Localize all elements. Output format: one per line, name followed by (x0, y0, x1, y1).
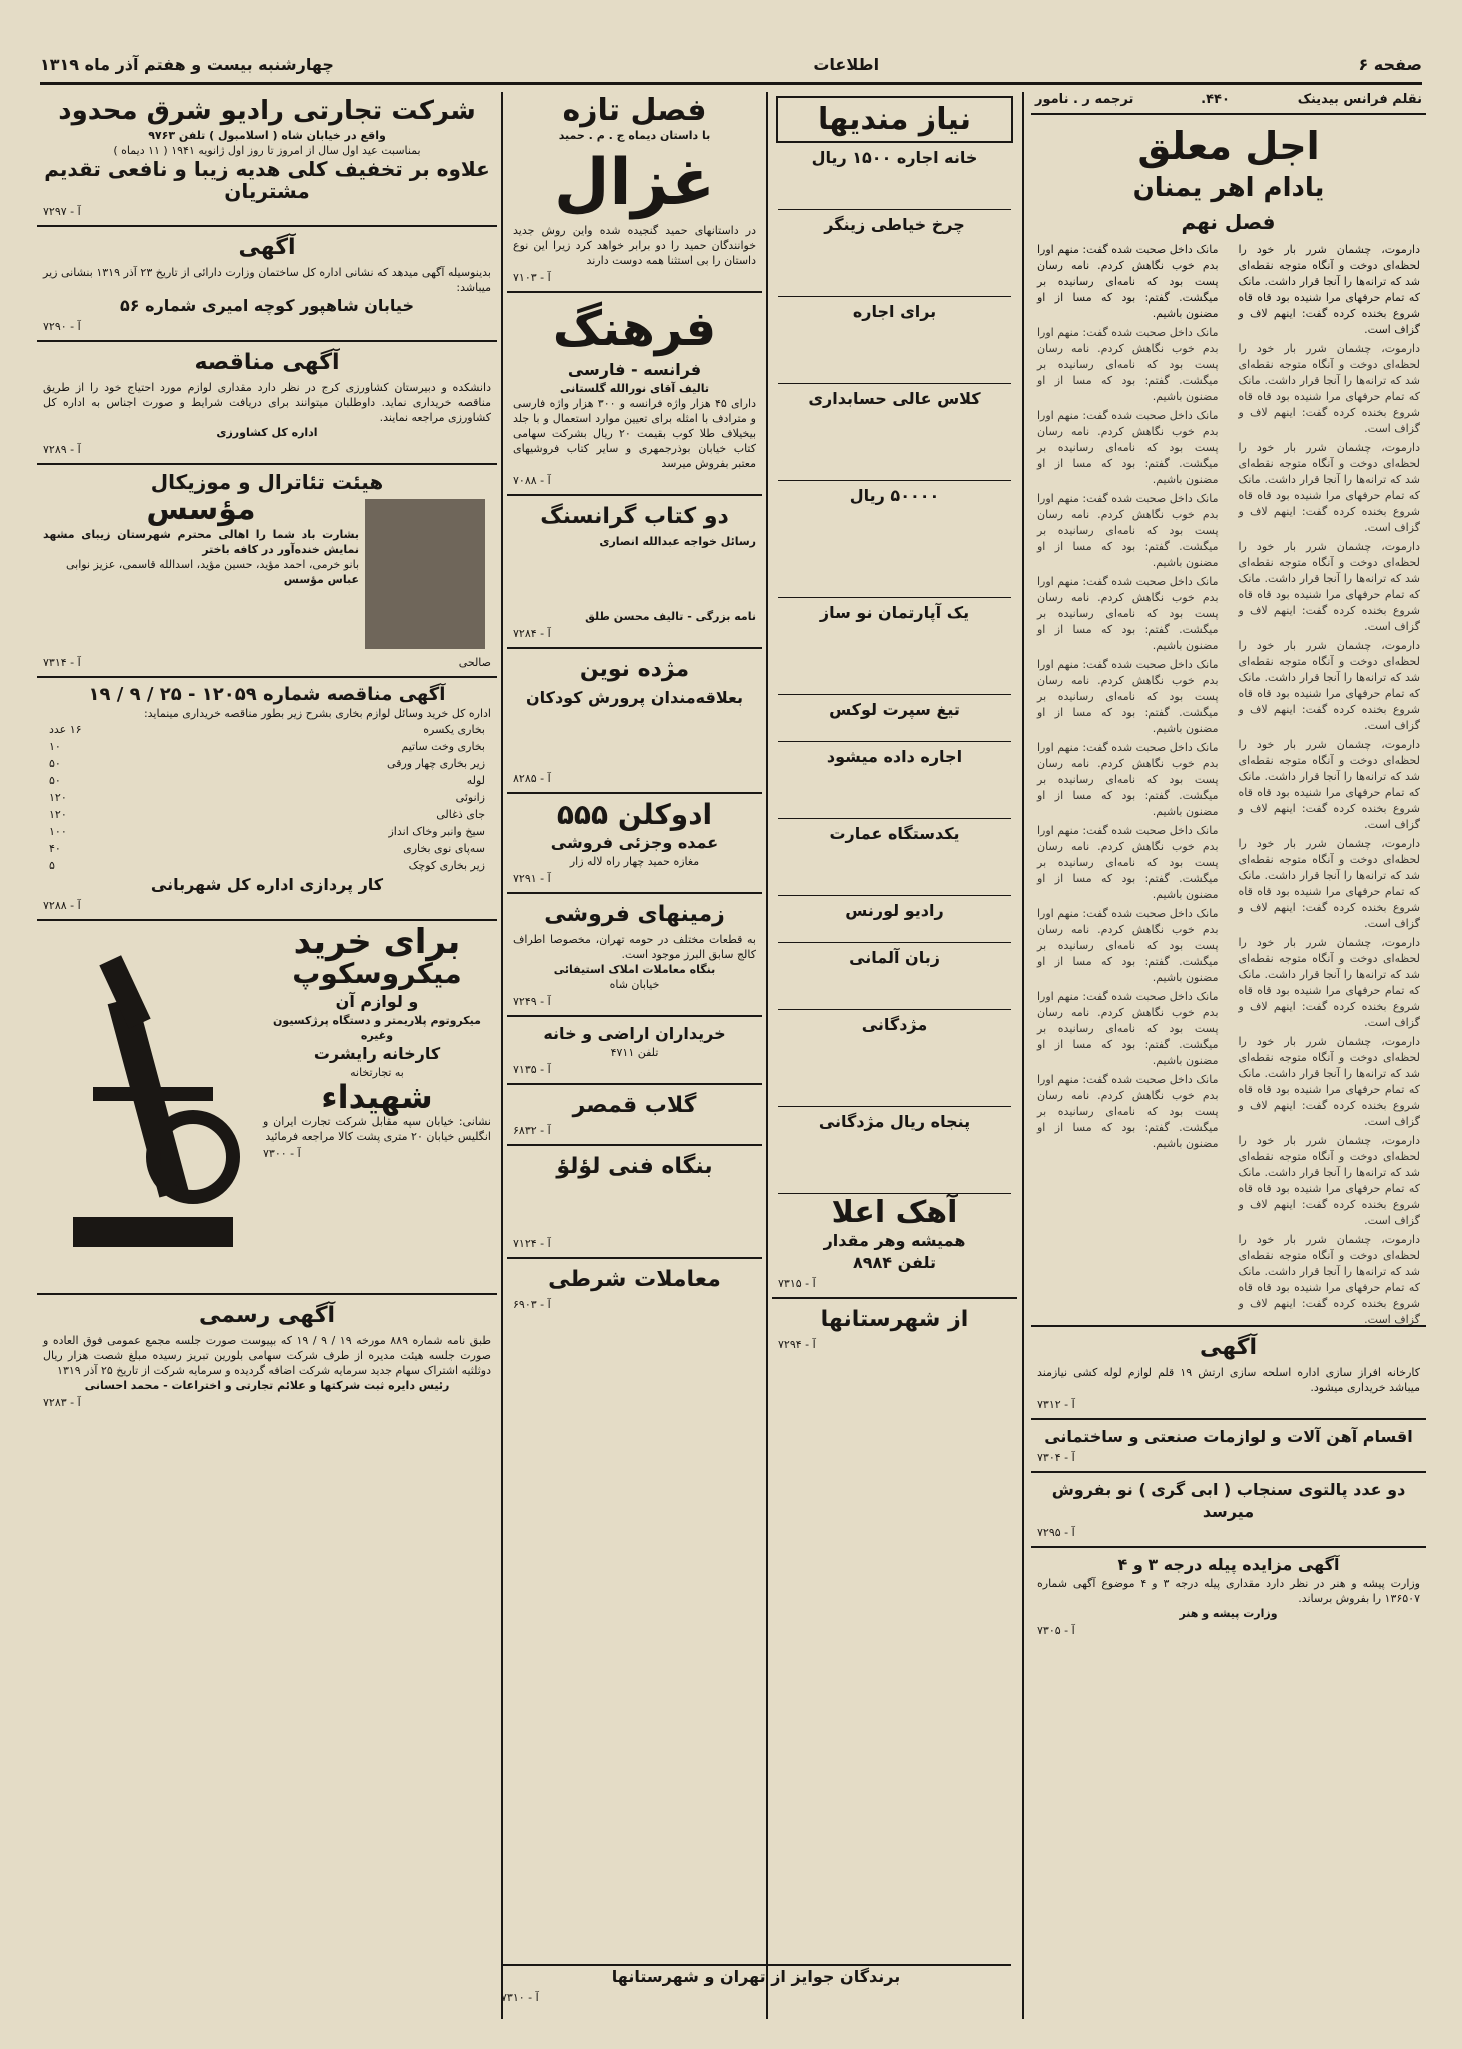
classified-title: یکدستگاه عمارت (829, 824, 960, 843)
ads-column (37, 92, 497, 2019)
ad-title: فصل تازه (562, 93, 707, 128)
story-paragraph: مانک داخل صحبت شده گفت: منهم اورا بدم خوب نگاهش کردم. نامه رسان پست بود که نامه‌ای رسانیده بر میگشت. گفتم: بود که مسا از او مضنون باشیم. (1037, 409, 1219, 486)
ad-address: نشانی: خیابان سپه مقابل شرکت تجارت ایران و انگلیس خیابان ۲۰ متری پشت کالا مراجعه فرمائید (263, 1115, 491, 1143)
ad-body: به قطعات مختلف در حومه تهران، مخصوصا اطراف کالج سابق البرز موجود است. (513, 933, 756, 961)
story-subtitle: یادام اهر یمنان (1132, 173, 1325, 203)
ad-code: آ - ۷۲۹۷ (43, 205, 81, 218)
ad-code: آ - ۶۸۳۲ (513, 1124, 551, 1137)
ad-code: آ - ۷۳۰۴ (1037, 1451, 1075, 1464)
tender-ad (43, 348, 491, 457)
story-chapter: فصل نهم (1181, 210, 1276, 234)
ad-author: تالیف آقای نورالله گلستانی (559, 382, 710, 395)
culture-column (507, 92, 762, 2019)
ad-occasion: بمناسبت عید اول سال از امروز تا روز اول ژانویه ۱۹۴۱ ( ۱۱ دیماه ) (113, 144, 421, 157)
ad-code: آ - ۷۲۴۹ (513, 995, 551, 1008)
list-item: زانوئی ۱۲۰ (49, 791, 485, 804)
classified-item (778, 947, 1011, 1010)
story-paragraph: مانک داخل صحبت شده گفت: منهم اورا بدم خوب نگاهش کردم. نامه رسان پست بود که نامه‌ای رسانیده بر میگشت. گفتم: بود که مسا از او مضنون باشیم. (1037, 907, 1219, 984)
winners-ad (501, 1964, 1011, 2005)
ad-title: دو کتاب گرانسنگ (540, 504, 729, 529)
ad-byline: با داستان دیماه ج . م . حمید (558, 129, 711, 142)
ad-title: آگهی (1199, 1335, 1258, 1360)
paper-name: اطلاعات (813, 54, 880, 74)
ad-address: واقع در خیابان شاه ( اسلامبول ) تلفن ۹۷۶۳ (148, 129, 386, 142)
ad-address: خیابان شاهپور کوچه امیری شماره ۵۶ (120, 296, 414, 315)
classified-title: برای اجاره (852, 302, 937, 321)
ad-sub: همیشه وهر مقدار (823, 1231, 966, 1250)
story-paragraph: دارموت، چشمان شرر بار خود را لحظه‌ای دوخت و آنگاه متوجه نقطه‌ای شد که ترانه‌ها را آنجا قرار داشت. مانک که تمام حرفهای مرا شنیده بود قاه قاه شروع بخنده کرده گفت: اینهم لاف و گزاف است. (1238, 441, 1420, 534)
story-paragraph: دارموت، چشمان شرر بار خود را لحظه‌ای دوخت و آنگاه متوجه نقطه‌ای شد که ترانه‌ها را آنجا قرار داشت. مانک که تمام حرفهای مرا شنیده بود قاه قاه شروع بخنده کرده گفت: اینهم لاف و گزاف است. (1238, 639, 1420, 732)
ad-title: آگهی مناقصه (194, 350, 340, 375)
ad-body: دارای ۴۵ هزار واژه فرانسه و ۳۰۰ هزار واژه فارسی و مترادف با امثله برای تعیین موارد استعمال و با جلد بیخیلاف طلا کوب بقیمت ۲۰ ریال بشرکت سهامی کتاب خیابان بوذرجمهری و سایر کتاب فروشیهای معتبر بفروش میرسد (513, 397, 757, 470)
story-paragraph: دارموت، چشمان شرر بار خود را لحظه‌ای دوخت و آنگاه متوجه نقطه‌ای شد که ترانه‌ها را آنجا قرار داشت. مانک که تمام حرفهای مرا شنیده بود قاه قاه شروع بخنده کرده گفت: اینهم لاف و گزاف است. (1238, 837, 1420, 930)
classified-item (778, 1014, 1011, 1107)
classified-item (778, 147, 1011, 210)
ad-code: آ - ۶۹۰۳ (513, 1298, 551, 1311)
ad-title: دو عدد پالتوی سنجاب ( ابی گری ) نو بفروش میرسد (1051, 1480, 1406, 1521)
classified-item (778, 1111, 1011, 1194)
ad-phone: تلفن ۸۹۸۴ (852, 1253, 937, 1272)
ad-title: آگهی مناقصه شماره ۱۲۰۵۹ - ۲۵ / ۹ / ۱۹ (88, 684, 446, 705)
golab-ad (513, 1091, 756, 1138)
ad-code: آ - ۷۳۰۵ (1037, 1624, 1075, 1637)
page-header (40, 46, 1422, 85)
story-paragraph: دارموت، چشمان شرر بار خود را لحظه‌ای دوخت و آنگاه متوجه نقطه‌ای شد که ترانه‌ها را آنجا قرار داشت. مانک که تمام حرفهای مرا شنیده بود قاه قاه شروع بخنده کرده گفت: اینهم لاف و گزاف است. (1238, 1233, 1420, 1326)
brand-label: REICHERT (96, 1243, 210, 1268)
loolo-ad (513, 1152, 756, 1251)
story-column (1031, 92, 1426, 2019)
cologne-ad (513, 800, 756, 886)
ad-title: گلاب قمصر (572, 1093, 697, 1118)
ad-title: از شهرستانها (820, 1307, 969, 1332)
ad-code: آ - ۷۳۱۵ (778, 1277, 816, 1290)
list-item: لوله ۵۰ (49, 774, 485, 787)
ad-signature: صالحی (458, 656, 491, 669)
book-one: رسائل خواجه عبدالله انصاری (599, 535, 756, 548)
classified-title: پنجاه ریال مژدگانی (818, 1112, 971, 1131)
ad-title: خریداران اراضی و خانه (543, 1024, 726, 1043)
classified-item (778, 746, 1011, 819)
mozhdeh-ad (513, 655, 756, 786)
ad-code: آ - ۷۲۹۰ (43, 320, 81, 333)
classified-title: رادیو لورنس (845, 901, 944, 920)
ad-title: برندگان جوایز از تهران و شهرستانها (611, 1967, 901, 1986)
ad-body: دانشکده و دبیرستان کشاورزی کرج در نظر دارد مقداری لوازم مورد احتیاج خود را از طریق مناقصه خریداری نماید. داوطلبان میتوانند برای دریافت شرایط و صورت اجناس به اداره کل کشاورزی مراجعه نمایند. (43, 381, 491, 424)
classified-title: چرخ خیاطی زینگر (824, 215, 965, 234)
ad-offer: علاوه بر تخفیف کلی هدیه زیبا و نافعی تقدیم مشتریان (44, 157, 490, 203)
story-paragraph: مانک داخل صحبت شده گفت: منهم اورا بدم خوب نگاهش کردم. نامه رسان پست بود که نامه‌ای رسانیده بر میگشت. گفتم: بود که مسا از او مضنون باشیم. (1037, 326, 1219, 403)
conditional-deals-ad (513, 1265, 756, 1312)
ad-title: ادوکلن ۵۵۵ (556, 798, 713, 831)
ad-maker: کارخانه رایشرت (313, 1044, 441, 1063)
story-translator: ترجمه ر . نامور (1035, 92, 1134, 107)
ad-title: آگهی رسمی (198, 1303, 336, 1328)
ad-title: زمینهای فروشی (544, 902, 725, 927)
classified-title: کلاس عالی حسابداری (808, 389, 981, 408)
story-paragraph: مانک داخل صحبت شده گفت: منهم اورا بدم خوب نگاهش کردم. نامه رسان پست بود که نامه‌ای رسانیده بر میگشت. گفتم: بود که مسا از او مضنون باشیم. (1037, 492, 1219, 569)
story-paragraph: دارموت، چشمان شرر بار خود را لحظه‌ای دوخت و آنگاه متوجه نقطه‌ای شد که ترانه‌ها را آنجا قرار داشت. مانک که تمام حرفهای مرا شنیده بود قاه قاه شروع بخنده کرده گفت: اینهم لاف و گزاف است. (1238, 936, 1420, 1029)
radio-company-ad (43, 96, 491, 219)
auction-ad (1037, 1554, 1420, 1638)
ad-agency: بنگاه معاملات املاک استیفائی (553, 963, 716, 976)
ad-title: شرکت تجارتی رادیو شرق محدود (58, 96, 476, 126)
cities-ad (778, 1305, 1011, 1352)
list-item: سه‌پای نوی بخاری ۴۰ (49, 842, 485, 855)
buy-land-ad (513, 1023, 756, 1077)
story-paragraph: دارموت، چشمان شرر بار خود را لحظه‌ای دوخت و آنگاه متوجه نقطه‌ای شد که ترانه‌ها را آنجا قرار داشت. مانک که تمام حرفهای مرا شنیده بود قاه قاه شروع بخنده کرده گفت: اینهم لاف و گزاف است. (1238, 1134, 1420, 1227)
story-paragraph: مانک داخل صحبت شده گفت: منهم اورا بدم خوب نگاهش کردم. نامه رسان پست بود که نامه‌ای رسانیده بر میگشت. گفتم: بود که مسا از او مضنون باشیم. (1037, 658, 1219, 735)
ad-title: آهک اعلا (831, 1195, 958, 1230)
ad-cast: بانو خرمی، احمد مؤید، حسین مؤید، اسدالله قاسمی، عزیز نوابی (65, 558, 359, 571)
ad-desc: میکروتوم پلاریمتر و دستگاه پرژکسیون وغیره (273, 1014, 481, 1042)
classified-title: تیغ سپرت لوکس (829, 700, 960, 719)
ad-code: آ - ۸۲۸۵ (513, 772, 551, 785)
ad-body: کارخانه افراز سازی اداره اسلحه سازی ارتش ۱۹ قلم لوازم لوله کشی نیازمند میباشد خریداری میشود. (1037, 1366, 1421, 1394)
ad-sub: بعلاقه‌مندان پرورش کودکان (525, 688, 744, 707)
story-paragraph: مانک داخل صحبت شده گفت: منهم اورا بدم خوب نگاهش کردم. نامه رسان پست بود که نامه‌ای رسانیده بر میگشت. گفتم: بود که مسا از او مضنون باشیم. (1037, 575, 1219, 652)
list-item: بخاری یکسره ۱۶ عدد (49, 723, 485, 736)
ad-intro: اداره کل خرید وسائل لوازم بخاری بشرح زیر بطور مناقصه خریداری مینماید: (143, 707, 491, 720)
page-number: صفحه ۶ (1358, 54, 1422, 74)
classified-item (778, 900, 1011, 943)
classified-item (778, 602, 1011, 695)
divider (1031, 113, 1426, 115)
ad-sub: و لوازم آن (335, 992, 419, 1011)
coat-ad (1037, 1479, 1420, 1540)
ad-shop: مغازه حمید چهار راه لاله زار (569, 855, 700, 868)
ad-word: غزال (554, 146, 715, 220)
ad-title: برای خرید (293, 922, 461, 962)
classified-item (778, 699, 1011, 742)
classified-title: ۵۰۰۰۰ ریال (849, 486, 940, 505)
classified-title: خانه اجاره ۱۵۰۰ ریال (811, 148, 978, 167)
story-paragraph: دارموت، چشمان شرر بار خود را لحظه‌ای دوخت و آنگاه متوجه نقطه‌ای شد که ترانه‌ها را آنجا قرار داشت. مانک که تمام حرفهای مرا شنیده بود قاه قاه شروع بخنده کرده گفت: اینهم لاف و گزاف است. (1238, 738, 1420, 831)
ad-title: اقسام آهن آلات و لوازمات صنعتی و ساختمانی (1044, 1427, 1413, 1446)
ad-code: آ - ۷۳۰۰ (263, 1147, 301, 1160)
ad-title: آگهی (238, 235, 296, 260)
ad-item: میکروسکوپ (292, 957, 462, 990)
classified-title: یک آپارتمان نو ساز (819, 603, 970, 622)
ad-body: در داستانهای حمید گنجیده شده واین روش جدید خوانندگان حمید را دو برابر خواهد کرد زیرا این نوع داستان را بی استثنا همه دوست دارند (513, 224, 756, 267)
books-ad (513, 502, 756, 641)
classified-title: مژدگانی (861, 1015, 928, 1034)
story-number: ۴۴۰. (1201, 92, 1230, 107)
theatre-ad (43, 471, 491, 670)
portrait-photo (365, 499, 485, 649)
story-paragraph: مانک داخل صحبت شده گفت: منهم اورا بدم خوب نگاهش کردم. نامه رسان پست بود که نامه‌ای رسانیده بر میگشت. گفتم: بود که مسا از او مضنون باشیم. (1037, 741, 1219, 818)
ad-title: آگهی مزایده پیله درجه ۳ و ۴ (1117, 1555, 1340, 1574)
official-notice-ad (43, 1301, 491, 1410)
story-paragraph: دارموت، چشمان شرر بار خود را لحظه‌ای دوخت و آنگاه متوجه نقطه‌ای شد که ترانه‌ها را آنجا قرار داشت. مانک که تمام حرفهای مرا شنیده بود قاه قاه شروع بخنده کرده گفت: اینهم لاف و گزاف است. (1238, 1035, 1420, 1128)
ad-code: آ - ۷۲۸۸ (43, 899, 81, 912)
microscope-ad (43, 922, 491, 1287)
list-item: زیر بخاری کوچک ۵ (49, 859, 485, 872)
ad-code: آ - ۷۲۸۳ (43, 1396, 81, 1409)
story-paragraph: دارموت، چشمان شرر بار خود را لحظه‌ای دوخت و آنگاه متوجه نقطه‌ای شد که ترانه‌ها را آنجا قرار داشت. مانک که تمام حرفهای مرا شنیده بود قاه قاه شروع بخنده کرده گفت: اینهم لاف و گزاف است. (1238, 243, 1420, 336)
list-item: زیر بخاری چهار ورقی ۵۰ (49, 757, 485, 770)
ad-code: آ - ۷۲۸۴ (513, 627, 551, 640)
ad-street: خیابان شاه (609, 978, 660, 991)
ad-name: مؤسس (146, 492, 256, 527)
issue-date: چهارشنبه بیست و هفتم آذر ماه ۱۳۱۹ (40, 54, 334, 74)
ad-phone: تلفن ۴۷۱۱ (610, 1046, 659, 1059)
list-item: جای ذغالی ۱۲۰ (49, 808, 485, 821)
ad-sub: فرانسه - فارسی (567, 360, 702, 379)
iron-ad (1037, 1426, 1420, 1465)
ad-body: طبق نامه شماره ۸۸۹ مورخه ۱۹ / ۹ / ۱۹ که بپیوست صورت جلسه مجمع عمومی فوق العاده و صورت جلسه هیئت مدیره از طرف شرکت سهامی بلورین تبریز رسیده مبلغ شصت هزار ریال دوثلثیه اشتراک سهام جدید سرمایه شرکت اضافه گردیده و سرمایه شرکت از تاریخ ۲۵ آذر ۱۳۱۹ (43, 1334, 492, 1377)
ad-code: آ - ۷۲۹۵ (1037, 1526, 1075, 1539)
ad-shop: شهیداء (321, 1078, 433, 1116)
ad-body: بدینوسیله آگهی میدهد که نشانی اداره کل ساختمان وزارت دارائی از تاریخ ۲۳ آذر ۱۳۱۹ بنشانی زیر میباشد: (43, 266, 491, 294)
story-paragraph: دارموت، چشمان شرر بار خود را لحظه‌ای دوخت و آنگاه متوجه نقطه‌ای شد که ترانه‌ها را آنجا قرار داشت. مانک که تمام حرفهای مرا شنیده بود قاه قاه شروع بخنده کرده گفت: اینهم لاف و گزاف است. (1238, 540, 1420, 633)
ad-sub: عمده وجزئی فروشی (550, 833, 719, 852)
list-item: سیخ وانبر وخاک انداز ۱۰۰ (49, 825, 485, 838)
story-paragraph: مانک داخل صحبت شده گفت: منهم اورا بدم خوب نگاهش کردم. نامه رسان پست بود که نامه‌ای رسانیده بر میگشت. گفتم: بود که مسا از او مضنون باشیم. (1037, 243, 1219, 320)
classified-item (778, 823, 1011, 896)
ad-title: هیئت تئاترال و موزیکال (150, 470, 384, 494)
tender2-ad (43, 684, 491, 913)
classified-item (778, 301, 1011, 384)
ad-title: مژده نوین (579, 657, 690, 682)
classified-title: اجاره داده میشود (826, 747, 963, 766)
classified-title: زبان آلمانی (849, 948, 940, 967)
ad-code: آ - ۷۳۱۲ (1037, 1398, 1075, 1411)
needs-heading: نیاز مندیها (776, 96, 1013, 143)
classified-item (778, 214, 1011, 297)
list-item: بخاری وخت ساتیم ۱۰ (49, 740, 485, 753)
column-rule (766, 92, 768, 2019)
column-rule (1022, 92, 1024, 2019)
ad-title: بنگاه فنی لؤلؤ (556, 1154, 713, 1179)
items-list (43, 721, 491, 874)
ad-body: وزارت پیشه و هنر در نظر دارد مقداری پیله درجه ۳ و ۴ موضوع آگهی شماره ۱۳۶۵۰۷ را بفروش برساند. (1037, 1577, 1420, 1605)
factory-ad (1037, 1333, 1420, 1412)
ad-word: فرهنگ (552, 301, 717, 357)
ad-signature: اداره کل کشاورزی (216, 426, 318, 439)
classified-item (778, 388, 1011, 481)
story-author: نقلم فرانس بیدینک (1297, 92, 1422, 107)
ad-signature: وزارت پیشه و هنر (1179, 1607, 1278, 1620)
dictionary-ad (513, 299, 756, 488)
ad-code: آ - ۷۲۹۴ (778, 1338, 816, 1351)
ad-code: آ - ۷۳۱۰ (501, 1991, 539, 2004)
ad-to: به تجارتخانه (350, 1066, 404, 1079)
ad-code: آ - ۷۲۸۹ (43, 443, 81, 456)
classifieds-column (772, 92, 1017, 2019)
ahak-ad (778, 1195, 1011, 1291)
column-rule (501, 92, 503, 2019)
ad-code: آ - ۷۲۹۱ (513, 872, 551, 885)
fasl-ad (513, 93, 756, 285)
ad-code: آ - ۷۳۱۴ (43, 656, 81, 669)
ad-code: آ - ۷۱۳۵ (513, 1063, 551, 1076)
land-ad (513, 900, 756, 1009)
story-paragraph: مانک داخل صحبت شده گفت: منهم اورا بدم خوب نگاهش کردم. نامه رسان پست بود که نامه‌ای رسانیده بر میگشت. گفتم: بود که مسا از او مضنون باشیم. (1037, 824, 1219, 901)
ad-code: آ - ۷۱۰۳ (513, 271, 551, 284)
notice-ad (43, 233, 491, 334)
book-two: نامه بزرگی - تالیف محسن طلق (585, 610, 756, 623)
story-paragraph: مانک داخل صحبت شده گفت: منهم اورا بدم خوب نگاهش کردم. نامه رسان پست بود که نامه‌ای رسانیده بر میگشت. گفتم: بود که مسا از او مضنون باشیم. (1037, 1073, 1219, 1150)
ad-title: معاملات شرطی (548, 1267, 721, 1292)
ad-code: آ - ۷۰۸۸ (513, 474, 551, 487)
ad-body: بشارت باد شما را اهالی محترم شهرستان زیبای مشهد نمایش خنده‌آور در کافه باختر (43, 528, 359, 556)
story-paragraph: دارموت، چشمان شرر بار خود را لحظه‌ای دوخت و آنگاه متوجه نقطه‌ای شد که ترانه‌ها را آنجا قرار داشت. مانک که تمام حرفهای مرا شنیده بود قاه قاه شروع بخنده کرده گفت: اینهم لاف و گزاف است. (1238, 342, 1420, 435)
ad-signature: رئیس دایره ثبت شرکتها و علائم تجارتی و اختراعات - محمد احسانی (84, 1379, 450, 1392)
ad-signature: کار پردازی اداره کل شهربانی (150, 875, 384, 894)
classified-item (778, 485, 1011, 598)
story-paragraph: مانک داخل صحبت شده گفت: منهم اورا بدم خوب نگاهش کردم. نامه رسان پست بود که نامه‌ای رسانیده بر میگشت. گفتم: بود که مسا از او مضنون باشیم. (1037, 990, 1219, 1067)
ad-code: آ - ۷۱۲۴ (513, 1237, 551, 1250)
microscope-illustration (53, 937, 253, 1267)
story-title: اجل معلق (1137, 124, 1320, 168)
ad-founder: عباس مؤسس (283, 573, 359, 586)
